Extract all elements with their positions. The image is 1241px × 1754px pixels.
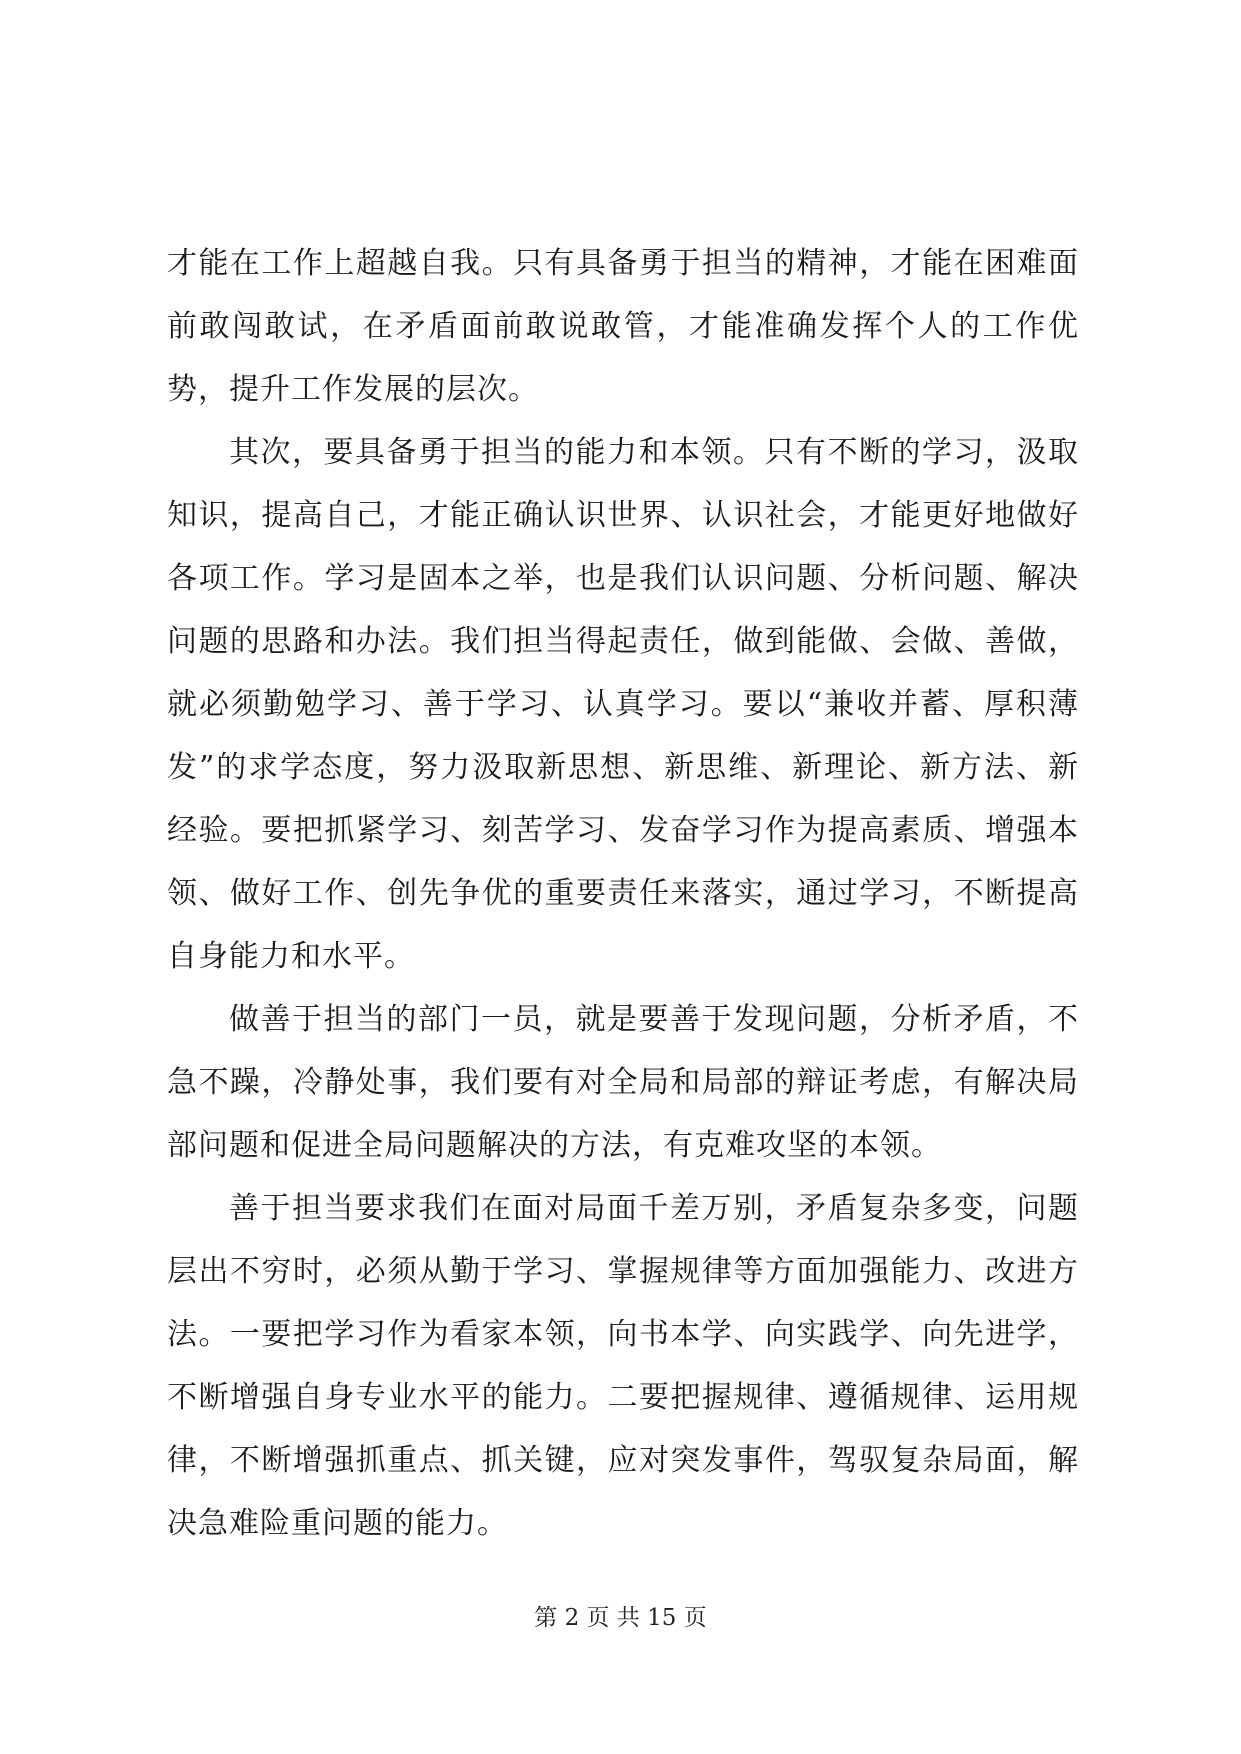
page-number-footer: 第 2 页 共 15 页 (534, 1605, 707, 1631)
paragraph-3: 做善于担当的部门一员，就是要善于发现问题，分析矛盾，不急不躁，冷静处事，我们要有对全局和局部的辩证考虑，有解决局部问题和促进全局问题解决的方法，有克难攻坚的本领。 (167, 1002, 1079, 1163)
paragraph-2: 其次，要具备勇于担当的能力和本领。只有不断的学习，汲取知识，提高自己，才能正确认识世界、认识社会，才能更好地做好各项工作。学习是固本之举，也是我们认识问题、分析问题、解决问题的思路和办法。我们担当得起责任，做到能做、会做、善做，就必须勤勉学习、善于学习、认真学习。要以“兼收并蓄、厚积薄发”的求学态度，努力汲取新思想、新思维、新理论、新方法、新经验。要把抓紧学习、刻苦学习、发奋学习作为提高素质、增强本领、做好工作、创先争优的重要责任来落实，通过学习，不断提高自身能力和水平。 (167, 435, 1079, 974)
paragraph-1: 才能在工作上超越自我。只有具备勇于担当的精神，才能在困难面前敢闯敢试，在矛盾面前敢说敢管，才能准确发挥个人的工作优势，提升工作发展的层次。 (167, 246, 1079, 407)
paragraph-4: 善于担当要求我们在面对局面千差万别，矛盾复杂多变，问题层出不穷时，必须从勤于学习、掌握规律等方面加强能力、改进方法。一要把学习作为看家本领，向书本学、向实践学、向先进学，不断增强自身专业水平的能力。二要把握规律、遵循规律、运用规律，不断增强抓重点、抓关键，应对突发事件，驾驭复杂局面，解决急难险重问题的能力。 (167, 1191, 1079, 1541)
document-body (167, 232, 1079, 1555)
